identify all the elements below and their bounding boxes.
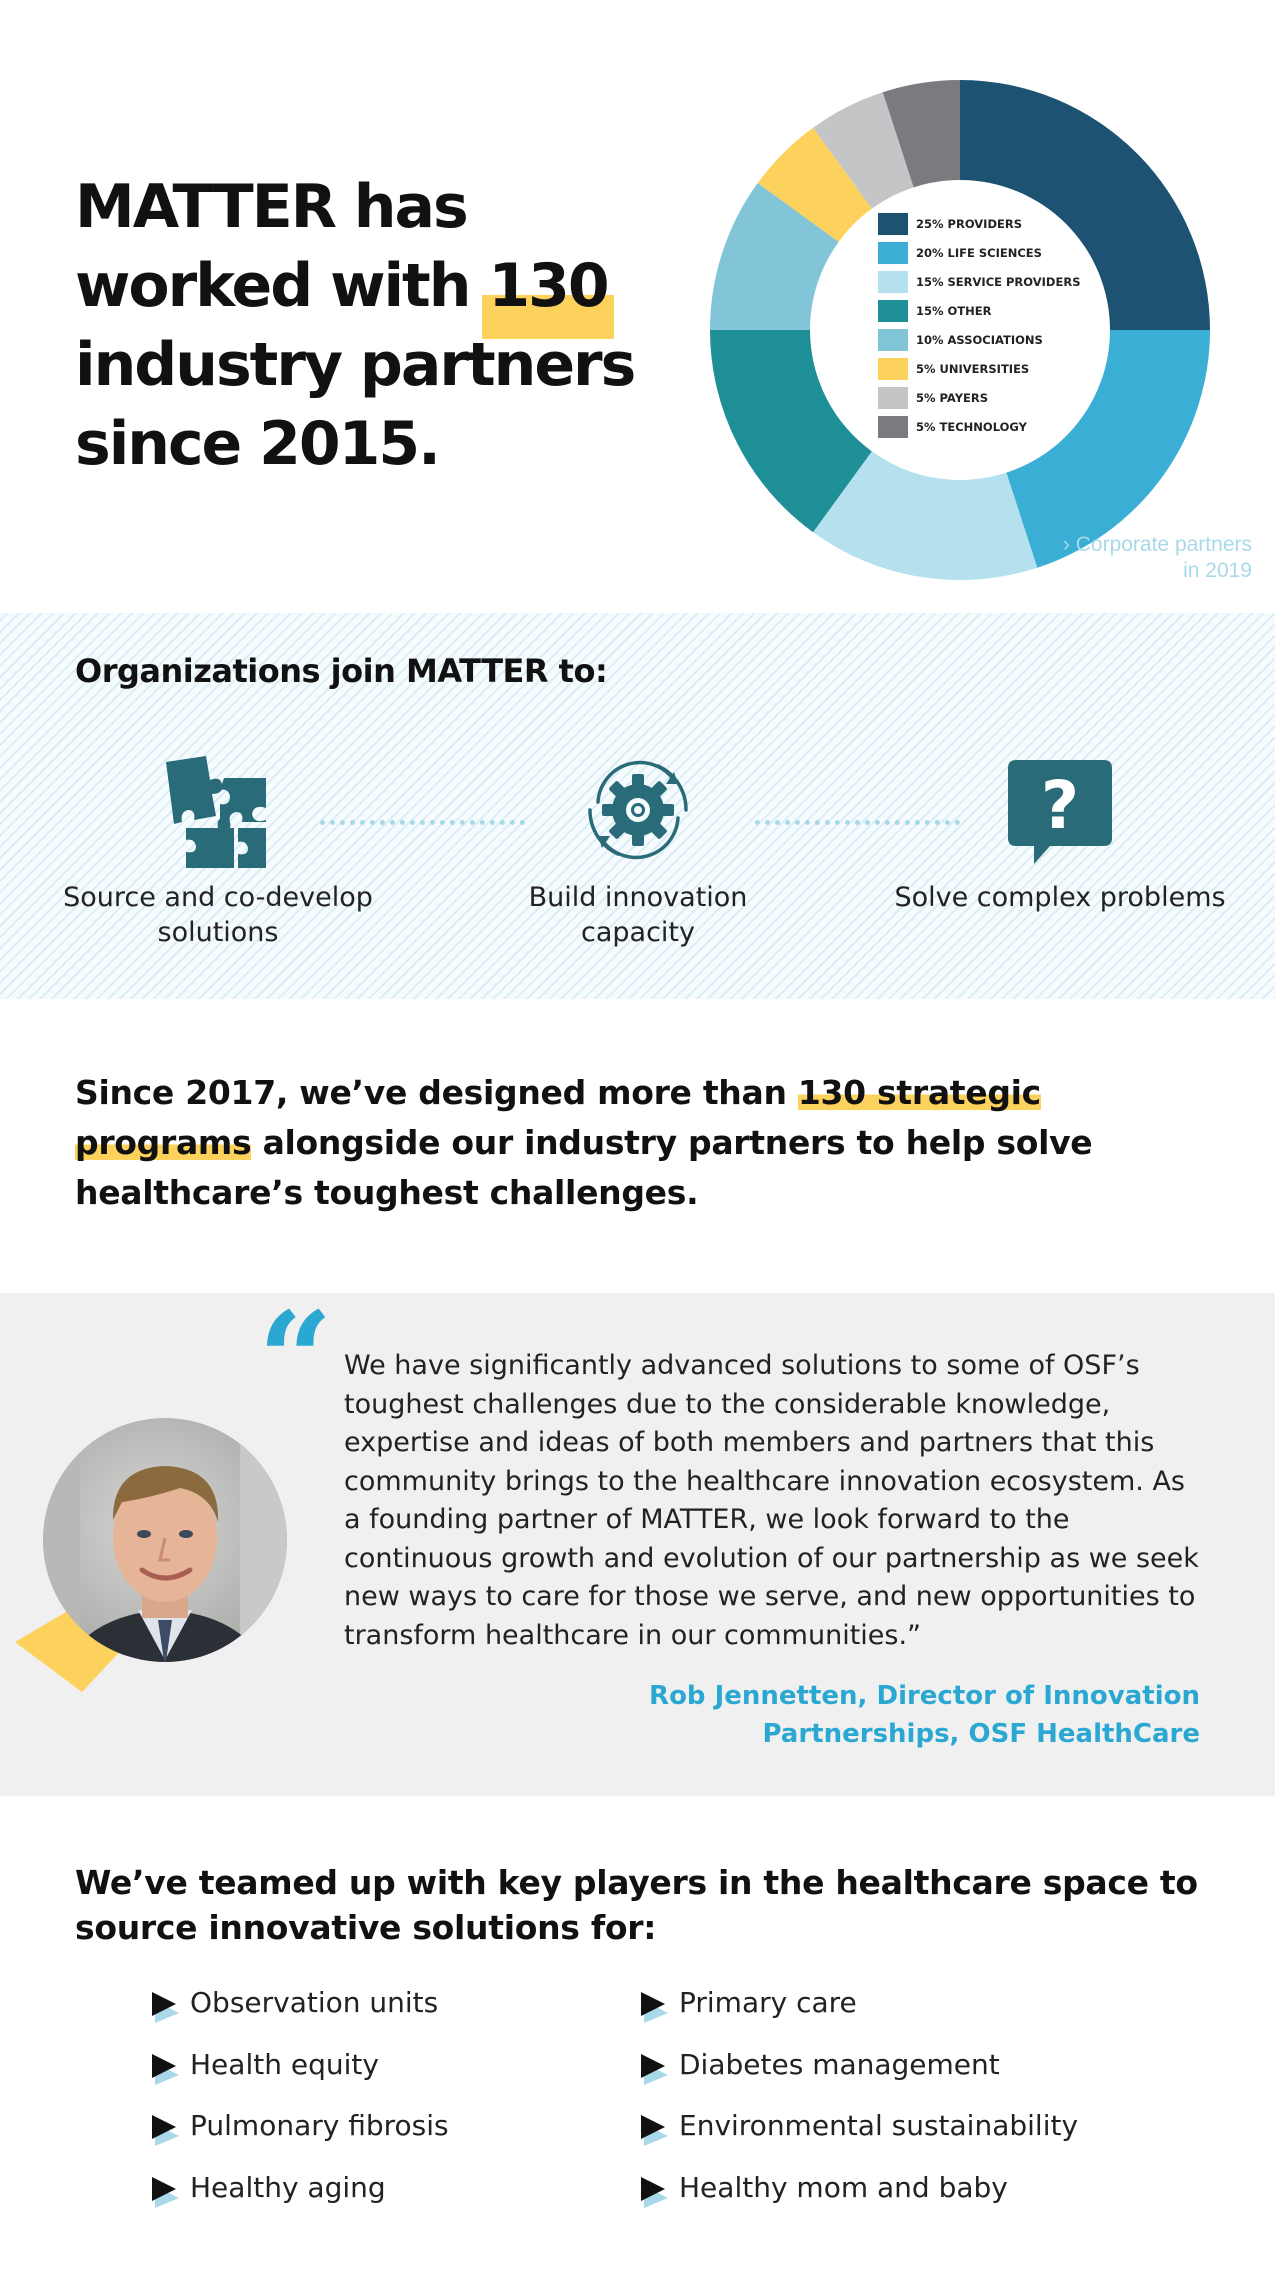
legend-label: 20% LIFE SCIENCES [916, 246, 1042, 260]
legend-swatch [878, 242, 908, 264]
list-item [641, 1985, 1201, 2047]
quote-author: Rob Jennetten, Director of Innovation Partnerships, OSF HealthCare [649, 1681, 1200, 1749]
legend-label: 10% ASSOCIATIONS [916, 333, 1043, 347]
legend-swatch [878, 271, 908, 293]
programs-part2: alongside our industry partners to help solve healthcare’s toughest challenges. [75, 1123, 1093, 1212]
legend-label: 5% TECHNOLOGY [916, 420, 1027, 434]
legend-label: 5% UNIVERSITIES [916, 362, 1030, 376]
list-item [152, 2047, 592, 2109]
avatar [10, 1410, 300, 1700]
quote-marks: “ [258, 1283, 333, 1436]
quote-marks-icon [258, 1283, 333, 1436]
gear-cycle-icon [578, 750, 698, 870]
solution-label: Health equity [190, 2047, 379, 2081]
solutions-list-left [152, 1985, 592, 2231]
legend-swatch [878, 416, 908, 438]
solutions-list-right [641, 1985, 1201, 2231]
join-item-label: Solve complex problems [894, 882, 1226, 913]
hero-title-part1: MATTER has worked with [75, 172, 489, 321]
join-item-build [468, 750, 808, 950]
legend-swatch [878, 213, 908, 235]
question-bubble-icon [1000, 750, 1120, 870]
hero-title [75, 168, 635, 484]
triangle-bullet-icon [641, 2174, 671, 2208]
legend-label: 15% SERVICE PROVIDERS [916, 275, 1081, 289]
legend-swatch [878, 329, 908, 351]
list-item [152, 2170, 592, 2232]
legend-label: 15% OTHER [916, 304, 992, 318]
chart-note: › Corporate partners in 2019 [1062, 533, 1252, 582]
legend-label: 5% PAYERS [916, 391, 989, 405]
triangle-bullet-icon [641, 2112, 671, 2146]
partners-donut-chart [700, 70, 1220, 590]
legend-label: 25% PROVIDERS [916, 217, 1022, 231]
solution-label: Healthy aging [190, 2170, 386, 2204]
solution-label: Diabetes management [679, 2047, 1000, 2081]
hero-title-part2: industry partners since 2015. [75, 330, 635, 479]
list-item [641, 2108, 1201, 2170]
quote-text: We have significantly advanced solutions to some of OSF’s toughest challenges due to the considerable knowledge, expertise and ideas of both members and partners that this community brings to the healthcare innovation ecosystem. As a founding partner of MATTER, we look forward to the continuous growth and evolution of our partnership as we seek new ways to care for those we serve, and new opportunities to transform healthcare in our communities.” [344, 1350, 1199, 1651]
legend-swatch [878, 300, 908, 322]
join-item-source [48, 750, 388, 950]
solution-label: Observation units [190, 1986, 439, 2019]
solutions-heading: We’ve teamed up with key players in the healthcare space to source innovative solutions for: [75, 1863, 1198, 1947]
solution-label: Pulmonary fibrosis [190, 2109, 449, 2142]
hero-title-highlight: 130 [488, 247, 607, 326]
triangle-bullet-icon [152, 2051, 182, 2085]
legend-swatch [878, 387, 908, 409]
donut-slice-providers [960, 80, 1210, 330]
solution-label: Healthy mom and baby [679, 2170, 1008, 2204]
list-item [641, 2170, 1201, 2232]
programs-statement [75, 1068, 1215, 1218]
puzzle-icon [158, 750, 278, 870]
svg-text:?: ? [1040, 767, 1080, 844]
join-item-label: Build innovation capacity [528, 882, 748, 948]
solution-label: Primary care [679, 1986, 857, 2019]
list-item [641, 2047, 1201, 2109]
legend-swatch [878, 358, 908, 380]
list-item [152, 2108, 592, 2170]
solution-label: Environmental sustainability [679, 2109, 1079, 2142]
triangle-bullet-icon [641, 1989, 671, 2023]
triangle-bullet-icon [152, 2112, 182, 2146]
join-heading: Organizations join MATTER to: [75, 652, 608, 690]
join-item-label: Source and co-develop solutions [63, 882, 373, 948]
triangle-bullet-icon [641, 2051, 671, 2085]
list-item [152, 1985, 592, 2047]
triangle-bullet-icon [152, 2174, 182, 2208]
join-item-solve [890, 750, 1230, 915]
triangle-bullet-icon [152, 1989, 182, 2023]
programs-highlight: 130 strategic programs [75, 1073, 1041, 1162]
programs-part1: Since 2017, we’ve designed more than [75, 1073, 798, 1112]
